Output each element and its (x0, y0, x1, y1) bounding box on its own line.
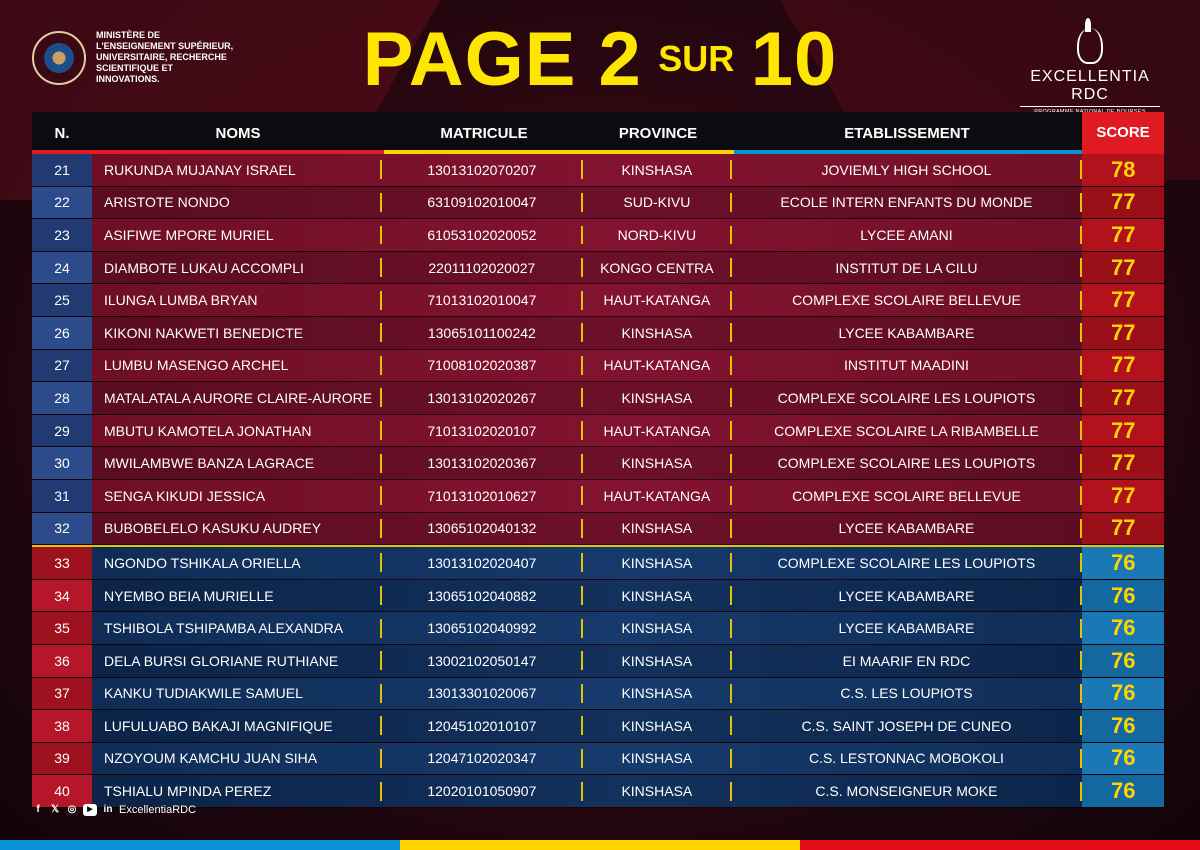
table-row (32, 678, 1164, 711)
student-province: KINSHASA (581, 619, 732, 638)
row-body (92, 480, 1164, 512)
row-number: 25 (32, 284, 92, 316)
social-footer (32, 804, 196, 816)
row-body (92, 350, 1164, 382)
student-etablissement: COMPLEXE SCOLAIRE LA RIBAMBELLE (732, 421, 1082, 440)
student-name: MBUTU KAMOTELA JONATHAN (92, 421, 382, 440)
student-province: KINSHASA (581, 684, 732, 703)
row-number: 37 (32, 678, 92, 710)
row-number: 28 (32, 382, 92, 414)
row-number: 32 (32, 513, 92, 545)
student-score: 76 (1082, 775, 1164, 807)
torch-icon (1077, 28, 1103, 64)
student-province: HAUT-KATANGA (581, 486, 732, 505)
row-body (92, 645, 1164, 677)
student-score: 77 (1082, 187, 1164, 219)
row-body (92, 775, 1164, 807)
row-number: 27 (32, 350, 92, 382)
student-score: 77 (1082, 513, 1164, 545)
student-province: SUD-KIVU (581, 193, 732, 212)
student-score: 76 (1082, 612, 1164, 644)
row-body (92, 513, 1164, 545)
student-etablissement: LYCEE KABAMBARE (732, 519, 1082, 538)
column-header-noms: NOMS (215, 124, 261, 142)
student-name: NZOYOUM KAMCHU JUAN SIHA (92, 749, 382, 768)
student-province: KINSHASA (581, 519, 732, 538)
table-row (32, 775, 1164, 808)
student-etablissement: LYCEE KABAMBARE (732, 586, 1082, 605)
column-header-province: PROVINCE (618, 124, 698, 142)
row-body (92, 678, 1164, 710)
table-row (32, 317, 1164, 350)
brand-name: EXCELLENTIA RDC (1020, 68, 1160, 107)
student-name: DELA BURSI GLORIANE RUTHIANE (92, 651, 382, 670)
table-row (32, 350, 1164, 383)
table-row (32, 743, 1164, 776)
student-province: KONGO CENTRA (581, 258, 732, 277)
row-number: 23 (32, 219, 92, 251)
student-matricule: 13065102040132 (427, 520, 537, 537)
flag-bar-blue (0, 840, 400, 850)
student-name: DIAMBOTE LUKAU ACCOMPLI (92, 258, 382, 277)
youtube-icon[interactable]: ▶ (83, 804, 97, 816)
table-row (32, 284, 1164, 317)
row-body (92, 154, 1164, 186)
table-row (32, 187, 1164, 220)
row-number: 34 (32, 580, 92, 612)
student-name: TSHIALU MPINDA PEREZ (92, 782, 382, 801)
row-number: 21 (32, 154, 92, 186)
ministry-line: L'ENSEIGNEMENT SUPÉRIEUR, (96, 41, 234, 51)
page-header (0, 0, 1200, 112)
student-etablissement: C.S. LESTONNAC MOBOKOLI (732, 749, 1082, 768)
linkedin-icon[interactable]: in (103, 804, 113, 815)
student-score: 76 (1082, 710, 1164, 742)
student-etablissement: LYCEE KABAMBARE (732, 323, 1082, 342)
student-matricule: 13065102040992 (427, 620, 537, 637)
student-province: HAUT-KATANGA (581, 421, 732, 440)
row-number: 33 (32, 547, 92, 579)
column-header-score: SCORE (1082, 112, 1164, 154)
student-name: SENGA KIKUDI JESSICA (92, 486, 382, 505)
row-number: 29 (32, 415, 92, 447)
student-matricule: 13065101100242 (427, 324, 536, 341)
student-name: ILUNGA LUMBA BRYAN (92, 291, 382, 310)
row-number: 31 (32, 480, 92, 512)
row-body (92, 219, 1164, 251)
student-score: 76 (1082, 645, 1164, 677)
table-row (32, 154, 1164, 187)
row-body (92, 317, 1164, 349)
student-matricule: 71013102020107 (427, 422, 537, 439)
header-underline-yellow (384, 150, 734, 154)
row-number: 40 (32, 775, 92, 807)
row-body (92, 710, 1164, 742)
row-body (92, 382, 1164, 414)
row-number: 26 (32, 317, 92, 349)
row-number: 39 (32, 743, 92, 775)
row-number: 36 (32, 645, 92, 677)
student-score: 76 (1082, 547, 1164, 579)
student-province: KINSHASA (581, 586, 732, 605)
row-body (92, 547, 1164, 579)
brand-logo (1020, 28, 1160, 121)
student-matricule: 13013301020067 (427, 685, 537, 702)
flag-bar-red (800, 840, 1200, 850)
student-province: KINSHASA (581, 160, 732, 179)
table-row (32, 415, 1164, 448)
results-table (32, 112, 1164, 808)
student-province: KINSHASA (581, 782, 732, 801)
student-score: 77 (1082, 480, 1164, 512)
student-province: KINSHASA (581, 651, 732, 670)
student-province: NORD-KIVU (581, 226, 732, 245)
student-province: KINSHASA (581, 553, 732, 572)
student-score: 77 (1082, 252, 1164, 284)
ministry-line: UNIVERSITAIRE, RECHERCHE (96, 52, 227, 62)
student-matricule: 71013102010047 (427, 292, 537, 309)
flag-color-bar (0, 840, 1200, 850)
header-underline-blue (734, 150, 1082, 154)
table-header (32, 112, 1164, 154)
student-matricule: 61053102020052 (427, 226, 537, 243)
student-name: KIKONI NAKWETI BENEDICTE (92, 323, 382, 342)
ministry-line: MINISTÈRE DE (96, 30, 161, 40)
student-matricule: 13002102050147 (427, 652, 537, 669)
student-score: 78 (1082, 154, 1164, 186)
student-etablissement: LYCEE KABAMBARE (732, 619, 1082, 638)
row-body (92, 447, 1164, 479)
student-matricule: 12045102010107 (427, 717, 537, 734)
row-number: 30 (32, 447, 92, 479)
row-number: 24 (32, 252, 92, 284)
page-title-total: 10 (750, 17, 838, 102)
student-name: NYEMBO BEIA MURIELLE (92, 586, 382, 605)
student-province: KINSHASA (581, 716, 732, 735)
student-etablissement: C.S. MONSEIGNEUR MOKE (732, 782, 1082, 801)
student-etablissement: C.S. LES LOUPIOTS (732, 684, 1082, 703)
student-etablissement: LYCEE AMANI (732, 226, 1082, 245)
page-title-sur: SUR (658, 38, 735, 79)
student-name: KANKU TUDIAKWILE SAMUEL (92, 684, 382, 703)
student-score: 77 (1082, 415, 1164, 447)
student-etablissement: EI MAARIF EN RDC (732, 651, 1082, 670)
x-icon[interactable]: 𝕏 (50, 804, 60, 815)
student-matricule: 63109102010047 (427, 194, 537, 211)
student-name: MATALATALA AURORE CLAIRE-AURORE (92, 388, 382, 407)
student-etablissement: COMPLEXE SCOLAIRE LES LOUPIOTS (732, 388, 1082, 407)
student-name: RUKUNDA MUJANAY ISRAEL (92, 160, 382, 179)
student-matricule: 13065102040882 (427, 587, 537, 604)
student-province: KINSHASA (581, 454, 732, 473)
student-score: 77 (1082, 284, 1164, 316)
student-name: ASIFIWE MPORE MURIEL (92, 226, 382, 245)
student-matricule: 13013102020407 (427, 554, 537, 571)
student-score: 76 (1082, 743, 1164, 775)
student-etablissement: C.S. SAINT JOSEPH DE CUNEO (732, 716, 1082, 735)
student-province: KINSHASA (581, 388, 732, 407)
student-score: 77 (1082, 350, 1164, 382)
student-province: HAUT-KATANGA (581, 291, 732, 310)
student-name: ARISTOTE NONDO (92, 193, 382, 212)
social-handle: ExcellentiaRDC (119, 804, 197, 816)
student-matricule: 71008102020387 (427, 357, 537, 374)
student-province: KINSHASA (581, 323, 732, 342)
student-matricule: 13013102070207 (427, 161, 537, 178)
column-header-matricule: MATRICULE (440, 124, 528, 142)
row-body (92, 580, 1164, 612)
student-score: 77 (1082, 317, 1164, 349)
row-body (92, 743, 1164, 775)
table-row (32, 547, 1164, 580)
header-underline-red (32, 150, 384, 154)
column-header-etablissement: ETABLISSEMENT (844, 124, 970, 142)
row-body (92, 415, 1164, 447)
table-row (32, 219, 1164, 252)
student-province: HAUT-KATANGA (581, 356, 732, 375)
table-row (32, 480, 1164, 513)
student-matricule: 13013102020367 (427, 455, 537, 472)
table-row (32, 447, 1164, 480)
student-etablissement: INSTITUT MAADINI (732, 356, 1082, 375)
student-name: LUFULUABO BAKAJI MAGNIFIQUE (92, 716, 382, 735)
row-number: 22 (32, 187, 92, 219)
flag-bar-yellow (400, 840, 800, 850)
row-body (92, 187, 1164, 219)
student-score: 76 (1082, 580, 1164, 612)
student-matricule: 22011102020027 (428, 259, 536, 276)
table-row (32, 382, 1164, 415)
student-score: 77 (1082, 219, 1164, 251)
facebook-icon[interactable]: f (36, 804, 40, 815)
ministry-line: SCIENTIFIQUE ET INNOVATIONS. (96, 63, 174, 84)
student-matricule: 12020101050907 (427, 783, 537, 800)
table-row (32, 710, 1164, 743)
row-number: 35 (32, 612, 92, 644)
table-row (32, 580, 1164, 613)
column-header-n: N. (54, 124, 70, 142)
student-score: 76 (1082, 678, 1164, 710)
instagram-icon[interactable]: ◎ (67, 804, 77, 815)
student-etablissement: JOVIEMLY HIGH SCHOOL (732, 160, 1082, 179)
row-number: 38 (32, 710, 92, 742)
student-matricule: 13013102020267 (427, 389, 537, 406)
student-etablissement: COMPLEXE SCOLAIRE LES LOUPIOTS (732, 553, 1082, 572)
student-name: NGONDO TSHIKALA ORIELLA (92, 553, 382, 572)
student-etablissement: INSTITUT DE LA CILU (732, 258, 1082, 277)
student-name: MWILAMBWE BANZA LAGRACE (92, 454, 382, 473)
table-row (32, 252, 1164, 285)
student-name: LUMBU MASENGO ARCHEL (92, 356, 382, 375)
student-etablissement: COMPLEXE SCOLAIRE BELLEVUE (732, 486, 1082, 505)
row-body (92, 252, 1164, 284)
table-body (32, 154, 1164, 808)
table-row (32, 645, 1164, 678)
student-province: KINSHASA (581, 749, 732, 768)
student-matricule: 71013102010627 (427, 487, 537, 504)
page-title-current: PAGE 2 (362, 17, 642, 102)
student-score: 77 (1082, 382, 1164, 414)
student-matricule: 12047102020347 (427, 750, 537, 767)
student-name: BUBOBELELO KASUKU AUDREY (92, 519, 382, 538)
row-body (92, 612, 1164, 644)
student-etablissement: COMPLEXE SCOLAIRE BELLEVUE (732, 291, 1082, 310)
student-etablissement: COMPLEXE SCOLAIRE LES LOUPIOTS (732, 454, 1082, 473)
student-etablissement: ECOLE INTERN ENFANTS DU MONDE (732, 193, 1082, 212)
student-name: TSHIBOLA TSHIPAMBA ALEXANDRA (92, 619, 382, 638)
table-row (32, 612, 1164, 645)
table-row (32, 513, 1164, 546)
student-score: 77 (1082, 447, 1164, 479)
row-body (92, 284, 1164, 316)
